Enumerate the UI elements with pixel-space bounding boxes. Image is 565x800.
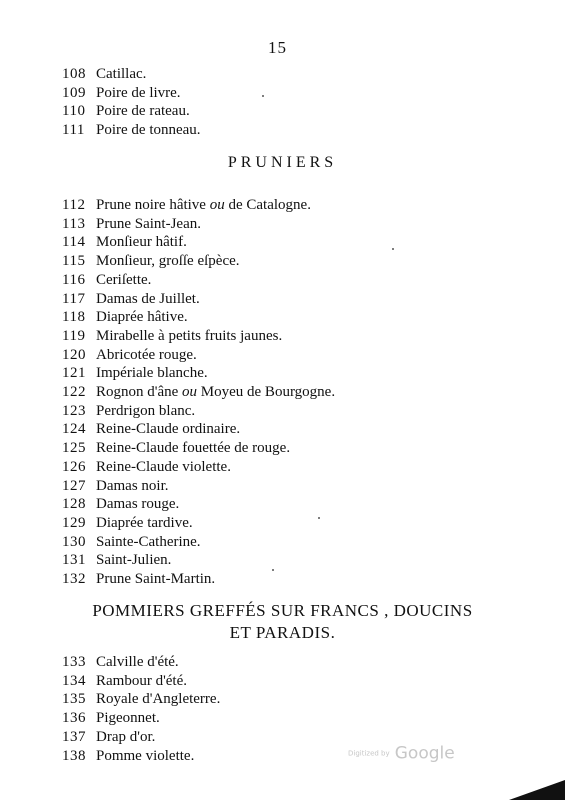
list-item: [62, 65, 201, 84]
item-text: Damas rouge.: [96, 496, 180, 513]
item-number: 124: [62, 421, 86, 438]
list-item: [62, 690, 220, 709]
list-item: [62, 458, 335, 477]
item-number: 114: [62, 234, 86, 251]
item-number: 133: [62, 654, 86, 670]
item-text: Drap d'or.: [96, 728, 156, 745]
list-item: [62, 290, 335, 309]
item-number: 123: [62, 402, 86, 419]
list-item: [62, 252, 335, 271]
item-number: 118: [62, 309, 86, 326]
list-item: [62, 514, 335, 533]
item-text: Damas noir.: [96, 477, 169, 494]
section-heading-pruniers: PRUNIERS: [227, 154, 338, 171]
item-number: 120: [62, 346, 86, 363]
item-number: 135: [62, 691, 86, 708]
heading-line: ET PARADIS.: [229, 623, 336, 642]
item-text-italic: ou: [182, 384, 198, 401]
list-item: [62, 102, 201, 121]
heading-line: POMMIERS GREFFÉS SUR FRANCS , DOUCINS: [92, 601, 473, 620]
item-text-rest: de Catalogne.: [224, 197, 311, 213]
plum-list: [62, 196, 335, 589]
watermark-logo-text: Google: [394, 743, 455, 764]
list-item: [62, 551, 335, 570]
item-number: 131: [62, 552, 86, 569]
list-item: [62, 271, 335, 290]
list-item: [62, 495, 335, 514]
item-number: 129: [62, 514, 86, 531]
item-text: Poire de livre.: [96, 84, 181, 101]
list-item: [62, 84, 201, 103]
list-item: [62, 308, 335, 327]
list-item: [62, 439, 335, 458]
item-number: 116: [62, 271, 86, 288]
list-item: [62, 364, 335, 383]
item-text: Prune noire hâtive: [96, 197, 210, 213]
ink-speck: [392, 248, 394, 250]
item-text: Ceriſette.: [96, 271, 152, 288]
apple-list: [62, 653, 220, 765]
ink-speck: [262, 95, 264, 97]
item-text: Calville d'été.: [96, 654, 179, 670]
pear-list-continued: [62, 65, 201, 140]
item-number: 117: [62, 290, 86, 307]
page-corner-shadow: [509, 780, 565, 800]
item-text: Catillac.: [96, 66, 147, 82]
list-item: [62, 327, 335, 346]
item-text: Poire de tonneau.: [96, 122, 201, 139]
digitization-watermark: [348, 743, 455, 764]
item-number: 112: [62, 197, 86, 213]
item-text: Monſieur, groſſe eſpèce.: [96, 253, 240, 270]
item-number: 128: [62, 496, 86, 513]
list-item: [62, 383, 335, 402]
list-item: [62, 533, 335, 552]
list-item: [62, 346, 335, 365]
item-text: Poire de rateau.: [96, 103, 190, 120]
item-text: Prune Saint-Jean.: [96, 215, 201, 232]
section-heading-pommiers: [0, 600, 565, 644]
item-number: 138: [62, 747, 86, 764]
item-text: Sainte-Catherine.: [96, 533, 201, 550]
item-number: 136: [62, 710, 86, 727]
item-text: Rognon d'âne: [96, 384, 183, 401]
page-number: 15: [268, 38, 287, 57]
list-item: [62, 709, 220, 728]
item-text: Impériale blanche.: [96, 365, 208, 382]
list-item: [62, 196, 335, 215]
item-number: 110: [62, 103, 86, 120]
item-number: 125: [62, 440, 86, 457]
item-text: Mirabelle à petits fruits jaunes.: [96, 327, 283, 344]
list-item: [62, 477, 335, 496]
item-text: Reine-Claude fouettée de rouge.: [96, 440, 291, 457]
item-text: Reine-Claude ordinaire.: [96, 421, 241, 438]
item-text: Reine-Claude violette.: [96, 458, 231, 475]
item-number: 119: [62, 327, 86, 344]
list-item: [62, 728, 220, 747]
item-text: Damas de Juillet.: [96, 290, 200, 307]
list-item: [62, 570, 335, 589]
item-text: Royale d'Angleterre.: [96, 691, 221, 708]
item-number: 109: [62, 84, 86, 101]
item-text-italic: ou: [209, 197, 225, 213]
item-text: Monſieur hâtif.: [96, 234, 187, 251]
item-text: Diaprée hâtive.: [96, 309, 188, 326]
item-text: Diaprée tardive.: [96, 514, 193, 531]
item-text: Abricotée rouge.: [96, 346, 197, 363]
item-text: Rambour d'été.: [96, 672, 188, 689]
list-item: [62, 215, 335, 234]
list-item: [62, 653, 220, 672]
item-number: 121: [62, 365, 86, 382]
item-number: 126: [62, 458, 86, 475]
item-text: Prune Saint-Martin.: [96, 571, 216, 588]
item-number: 137: [62, 728, 86, 745]
item-number: 130: [62, 533, 86, 550]
ink-speck: [272, 569, 274, 571]
item-number: 122: [62, 384, 86, 401]
list-item: [62, 402, 335, 421]
item-number: 134: [62, 672, 86, 689]
item-text: Pigeonnet.: [96, 710, 160, 727]
item-text-rest: Moyeu de Bourgogne.: [197, 384, 336, 401]
list-item: [62, 747, 220, 766]
item-number: 115: [62, 253, 86, 270]
item-number: 127: [62, 477, 86, 494]
watermark-small-text: Digitized by: [348, 749, 390, 758]
item-number: 111: [62, 122, 85, 139]
list-item: [62, 672, 220, 691]
item-text: Perdrigon blanc.: [96, 402, 196, 419]
item-number: 113: [62, 215, 86, 232]
item-text: Pomme violette.: [96, 747, 195, 764]
list-item: [62, 233, 335, 252]
item-number: 108: [62, 66, 86, 82]
list-item: [62, 420, 335, 439]
ink-speck: [318, 517, 320, 519]
list-item: [62, 121, 201, 140]
item-number: 132: [62, 571, 86, 588]
item-text: Saint-Julien.: [96, 552, 172, 569]
